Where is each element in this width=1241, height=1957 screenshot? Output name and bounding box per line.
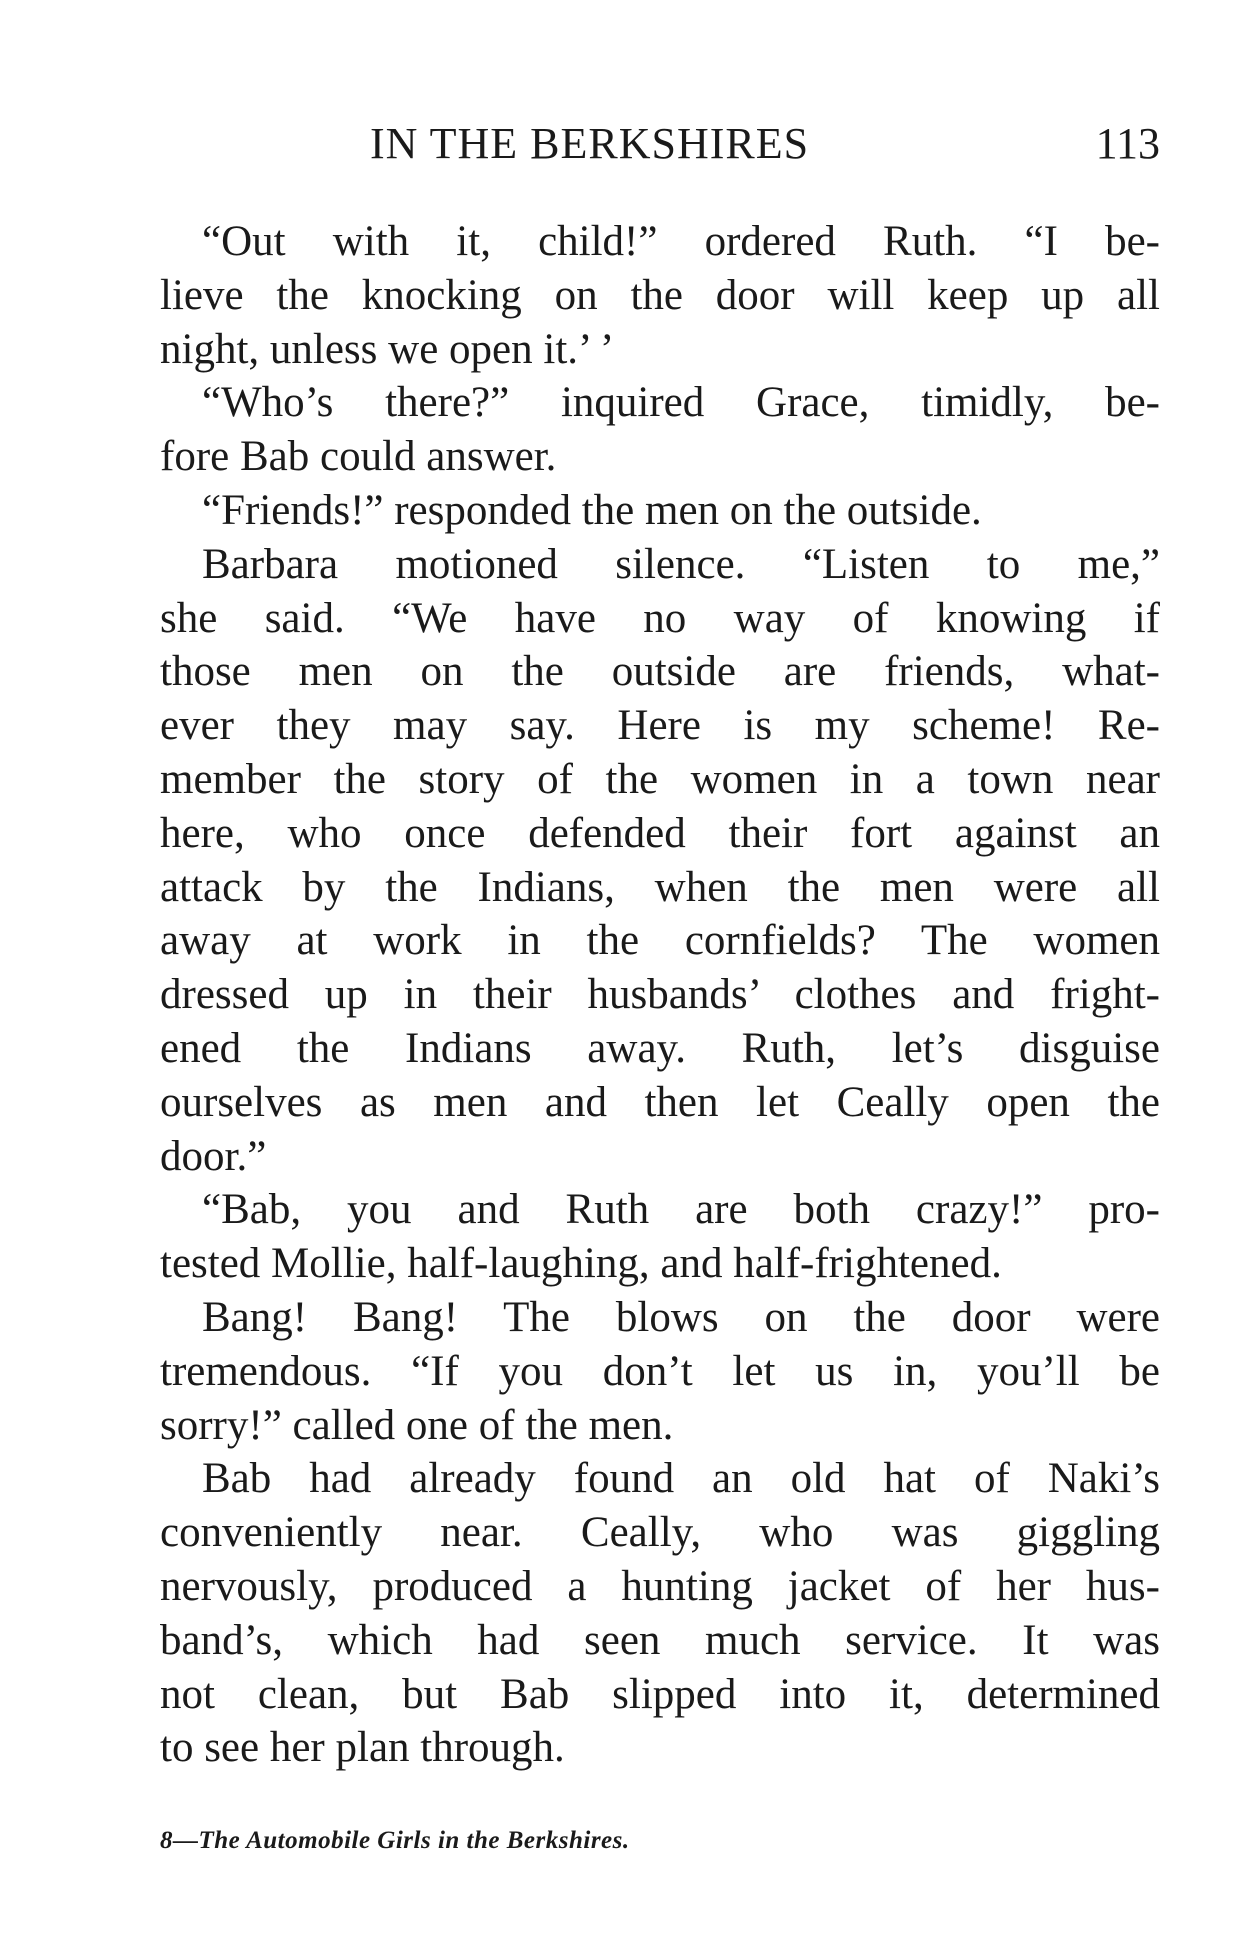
body-text	[160, 215, 1160, 1775]
paragraph	[160, 376, 1160, 484]
text-line: “Out with it, child!” ordered Ruth. “I be-	[202, 218, 1160, 265]
text-line: tremendous. “If you don’t let us in, you’ll be	[160, 1347, 1160, 1395]
text-line: ever they may say. Here is my scheme! Re-	[160, 702, 1160, 750]
text-line: member the story of the women in a town near	[160, 755, 1160, 803]
paragraph	[160, 1183, 1160, 1291]
text-line: Bang! Bang! The blows on the door were	[202, 1293, 1160, 1341]
text-line: ened the Indians away. Ruth, let’s disguise	[160, 1024, 1160, 1072]
text-line: night, unless we open it.’ ’	[160, 325, 615, 373]
text-line: “Friends!” responded the men on the outside.	[202, 486, 982, 534]
paragraph	[160, 215, 1160, 376]
text-line: tested Mollie, half-laughing, and half-frightened.	[160, 1240, 1002, 1288]
text-line: Barbara motioned silence. “Listen to me,”	[202, 540, 1160, 588]
text-line: those men on the outside are friends, what-	[160, 648, 1160, 696]
text-line: dressed up in their husbands’ clothes and fright-	[160, 971, 1160, 1019]
text-line: not clean, but Bab slipped into it, determined	[160, 1670, 1160, 1718]
text-line: ourselves as men and then let Ceally open the	[160, 1078, 1160, 1126]
running-title: IN THE BERKSHIRES	[370, 119, 810, 168]
text-line: conveniently near. Ceally, who was giggling	[160, 1509, 1160, 1557]
text-line: sorry!” called one of the men.	[160, 1401, 674, 1449]
text-line: door.”	[160, 1132, 267, 1180]
text-line: Bab had already found an old hat of Naki’s	[202, 1455, 1160, 1503]
text-line: attack by the Indians, when the men were all	[160, 863, 1160, 911]
paragraph	[160, 484, 1160, 538]
paragraph	[160, 1291, 1160, 1452]
page-header	[160, 118, 1160, 178]
text-line: nervously, produced a hunting jacket of her hus-	[160, 1562, 1160, 1610]
page-number: 113	[1095, 119, 1160, 168]
text-line: fore Bab could answer.	[160, 433, 557, 481]
text-line: “Bab, you and Ruth are both crazy!” pro-	[202, 1186, 1160, 1234]
text-line: to see her plan through.	[160, 1724, 565, 1772]
text-line: away at work in the cornfields? The women	[160, 917, 1160, 965]
text-line: band’s, which had seen much service. It was	[160, 1616, 1160, 1664]
paragraph	[160, 1452, 1160, 1775]
text-line: here, who once defended their fort against an	[160, 809, 1160, 857]
text-line: she said. “We have no way of knowing if	[160, 594, 1160, 642]
text-line: “Who’s there?” inquired Grace, timidly, be-	[202, 379, 1160, 427]
paragraph	[160, 538, 1160, 1184]
signature-mark: 8—The Automobile Girls in the Berkshires.	[160, 1827, 630, 1854]
text-line: lieve the knocking on the door will keep up all	[160, 271, 1160, 319]
